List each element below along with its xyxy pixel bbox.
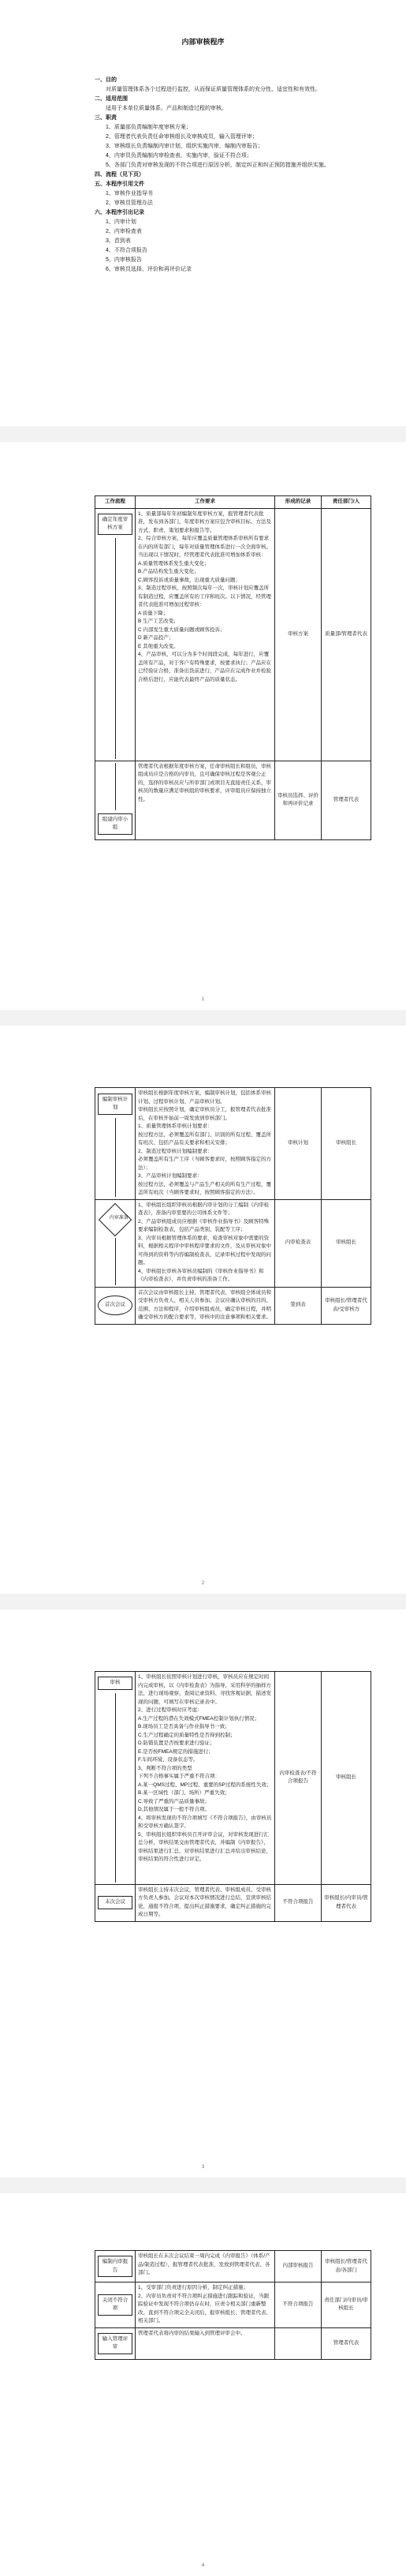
duty-heading: 三、职责 — [95, 115, 117, 121]
header-flow: 工作流程 — [95, 496, 136, 509]
doc-item: 2、审核员管理办法 — [106, 200, 153, 206]
req-line: 按过程方法，必须覆盖与产品生产相关的所有生产过程，覆盖所有班次（当顾客要求时，按照顾客指定的方法）。 — [138, 1181, 271, 1195]
page-5 — [0, 2193, 406, 2576]
responsible-cell: 管理者代表 — [322, 2327, 371, 2359]
req-line: A.生产过程的潜在失效模式FMEA控制计划执行情况； — [138, 1715, 260, 1722]
duty-item: 3、审核组长负责编制内审计划，组织实施内审，编制内审报告； — [106, 144, 263, 149]
req-line: C.导致了严重的产品质量事故； — [138, 1798, 210, 1804]
responsible-cell: 审核组长/管理者代表/受审核方 — [322, 1287, 371, 1324]
req-line: 5、审核组长组织审核员召开评审会议，对审核发现进行汇总分析，审核结果交由管理者代表，并编制《内审报告》，审核结果进行汇总，对审核结果进行汇总并给出审核结论，审核结果的符合性进行评定。 — [138, 1831, 271, 1862]
record-cell: 不符合项报告 — [275, 1884, 322, 1921]
table-row — [95, 2251, 371, 2283]
req-line: B.某一区域性（部门、场所）严重失效； — [138, 1790, 230, 1796]
scope-heading: 二、适用范围 — [95, 96, 128, 102]
docs-heading: 五、本程序引用文件 — [95, 181, 144, 187]
record-cell: 签到表 — [275, 1287, 322, 1324]
req-line: D.其他情况属于一般不符合项。 — [138, 1807, 210, 1812]
requirements-cell — [136, 1088, 275, 1200]
page-number: 4 — [201, 2563, 205, 2568]
procedure-table-part-3 — [95, 1671, 371, 1922]
record-cell: 审核计划 — [275, 1088, 322, 1200]
req-line: A.某一QMS过程、MP过程、重要的SP过程的系统性失效； — [138, 1782, 272, 1788]
record-item: 3、首到表 — [106, 238, 131, 244]
responsible-cell: 审核组长 — [322, 1199, 371, 1287]
req-line: C.生产过程确定的质量特性是否得到控制； — [138, 1732, 236, 1738]
table-row — [95, 761, 371, 839]
flow-step-management-review: 输入管理评审 — [98, 2333, 132, 2354]
record-item: 6、审核员选择、评价和再评价记录 — [106, 267, 192, 272]
flow-cell — [95, 761, 136, 839]
requirements-cell — [136, 508, 275, 761]
flow-step-opening: 首次会议 — [98, 1295, 132, 1315]
page-2 — [0, 442, 406, 1010]
doc-item: 1、审核作业指导书 — [106, 191, 153, 196]
responsible-cell: 审核组长/管理者代表/各部门 — [322, 2251, 371, 2283]
table-row — [95, 508, 371, 761]
record-item: 4、不符合项报告 — [106, 248, 147, 253]
purpose-text: 对质量管理体系各个过程进行监控，从而保证质量管理体系的充分性、适宜性和有效性。 — [106, 87, 321, 92]
flow-step-report: 编制内审报告 — [98, 2256, 132, 2277]
req-line: D.防错装置是否按要求进行验证； — [138, 1740, 215, 1746]
procedure-table-part-1 — [95, 495, 371, 840]
req-line: 1、质量部每年年初编制年度审核方案，报管理者代表批准，发布到各部门，年度审核方案应包含审核目标、方法及方式、职责、策划要求和报告等。 — [138, 510, 271, 533]
req-line: 3、产品审核计划编制要求： — [138, 1173, 203, 1179]
record-cell: 内部审核报告 — [275, 2251, 322, 2283]
req-line: E.是否按FMEA规定的措施进行； — [138, 1748, 214, 1755]
req-line: 2、制造过程审核计划编制要求： — [138, 1148, 213, 1154]
flow-step-team: 组建内审小组 — [98, 813, 132, 835]
req-line: A 质量下降； — [138, 610, 169, 616]
req-line: 必须覆盖所有生产工序（当顾客要求时，按照顾客指定的方法）； — [138, 1157, 271, 1171]
req-line: 3、判断不符合项的类型 — [138, 1765, 192, 1771]
req-line: 2、产品审核组成员应根据《审核作业指导书》及顾客特殊要求编制检查表，包括产品类别、装配等工序； — [138, 1218, 270, 1232]
req-line: E 其他重大改变。 — [138, 643, 179, 649]
flow-cell — [95, 1088, 136, 1200]
requirements-cell: 审核组长在末次会议结束一周内完成《内审报告》（体系/产品/制造过程），报管理者代表批准，发放到管理者代表、各部门。 — [136, 2251, 275, 2283]
requirements-cell — [136, 2283, 275, 2328]
flow-cell — [95, 1884, 136, 1921]
duty-item: 1、质量部负责编制年度审核方案； — [106, 125, 192, 130]
requirements-cell: 首次会议由审核组长主持，管理者代表、审核组全体成员和受审核方负责人、相关人员参加。会议应确认审核的目的、范围、方法和程序，介绍审核组成员，确定审核日程，并明确受审核方的配合要求等，审核中的注意事项和相关要求。 — [136, 1287, 275, 1324]
table-header-row — [95, 496, 371, 509]
table-row — [95, 1088, 371, 1200]
req-line: 按过程方法，必须覆盖所有部门、识别的所有过程、覆盖所有班次、包括产品有关要求和相关安排； — [138, 1131, 271, 1146]
flow-connector — [115, 538, 116, 759]
flow-step-audit-plan: 确定年度审核方案 — [98, 514, 132, 535]
page-1 — [0, 0, 406, 426]
record-cell — [275, 2327, 322, 2359]
responsible-cell: 审核组长 — [322, 1672, 371, 1885]
table-row — [95, 1287, 371, 1324]
record-item: 2、内审检查表 — [106, 229, 142, 234]
flow-cell — [95, 1199, 136, 1287]
scope-text: 适用于本单位质量体系、产品和制造过程的审核。 — [106, 106, 227, 111]
req-line: F.车间环境、设备状态等。 — [138, 1757, 199, 1763]
req-line: 审核组长根据年度审核方案，编制审核计划，包括体系审核计划、过程审核计划、产品审核计划。 — [138, 1090, 271, 1105]
req-line: 1、质量管理体系审核计划要求： — [138, 1123, 213, 1129]
page-number: 2 — [201, 1581, 205, 1586]
record-cell: 不符合项报告 — [275, 2283, 322, 2328]
record-item: 1、内审计划 — [106, 219, 136, 225]
flow-cell — [95, 2327, 136, 2359]
responsible-cell: 质量部/管理者代表 — [322, 508, 371, 761]
responsible-cell: 审核组长/内审员/管理者代表 — [322, 1884, 371, 1921]
req-line: 4、产品审核，可以分为多个时间段完成，每年进行，应覆盖所有产品，对于客户有特殊要求，按要求执行；产品应在已经验证合格，准备出货前进行，产品应在完成作业并检验合格后进行，应能代表最终产品的质量状态。 — [138, 652, 271, 682]
page-number: 1 — [201, 997, 205, 1002]
page-3 — [0, 1026, 406, 1594]
req-line: C 内部发生重大质量问题或顾客投诉； — [138, 626, 225, 633]
page-4 — [0, 1610, 406, 2178]
table-row — [95, 2283, 371, 2328]
duty-item: 5、各部门负责对审核发现的不符合项进行原因分析，制定纠正和纠正预防措施并组织实施。 — [106, 163, 330, 168]
table-row — [95, 1884, 371, 1921]
req-line: C.顾客投诉或质量事故，出现重大质量问题； — [138, 577, 240, 583]
req-line: 1、审核组长依照审核计划进行审核，审核员应在规定时间内完成审核，以《内审检查表》为指导，采用科学的抽样方法，进行现场观察、查阅记录资料、寻找客观证据，描述发现的问题，可填写在审核记录表中。 — [138, 1674, 271, 1705]
req-line: A.质量管理体系发生重大变化； — [138, 560, 210, 566]
req-line: D 新产品投产； — [138, 635, 174, 641]
procedure-table-part-2 — [95, 1087, 371, 1325]
req-line: B 生产工艺改变； — [138, 619, 179, 624]
flow-cell — [95, 508, 136, 761]
record-cell: 审核方案 — [275, 508, 322, 761]
header-requirements: 工作要求 — [136, 496, 275, 509]
procedure-table-part-4 — [95, 2250, 371, 2360]
flow-connector — [115, 763, 116, 810]
document-title: 内部审核程序 — [181, 38, 225, 46]
flow-connector — [115, 1693, 116, 1882]
duty-item: 4、内审员负责编制内审检查表，实施内审，验证不符合项； — [106, 153, 252, 159]
record-item: 5、内审核报告 — [106, 257, 142, 263]
req-line: 3、内审员根据管理体系的要求，检查审核对象中需要的资料，根据相关程序中审核程序要求的文件，及从审核对象中可得到的资料等内容编制检查表，记录审核过程中发现的问题。 — [138, 1235, 271, 1266]
requirements-cell — [136, 1672, 275, 1885]
req-line: 4、审核组长审核各审核员编制的《审核作业指导书》和《内审检查表》，并负责审核的准备工作。 — [138, 1268, 264, 1282]
records-heading: 六、本程序引出记录 — [95, 210, 144, 215]
responsible-cell: 责任部门/内审员/审核组长 — [322, 2283, 371, 2328]
table-row — [95, 1672, 371, 1885]
req-line: 2、综合审核方案，每年应覆盖质量管理体系审核所有要求在内的所有部门，每年对质量管理体系进行一次全面审核。当出现以下情况时，经管理者代表批准可增加体系审核： — [138, 536, 271, 558]
requirements-cell — [136, 1199, 275, 1287]
sections — [95, 76, 355, 275]
flow-step-close-nc: 关闭不符合项 — [98, 2294, 132, 2316]
req-line: 下列不合格事实属于严重不符合项： — [138, 1774, 220, 1779]
flow-cell — [95, 2251, 136, 2283]
table-row — [95, 2327, 371, 2359]
header-responsible: 责任部门/人 — [322, 496, 371, 509]
record-cell: 内审检查表/不符合项报告 — [275, 1672, 322, 1885]
req-line: 2、内审员负责对不符合项纠正措施进行跟踪和验证，当跟踪验证中发现不符合项仍存在时，应责令相关部门重新整改，直到不符合项完全关闭后，报审核组长、管理者代表、相关部门。 — [138, 2293, 271, 2324]
responsible-cell: 审核组长 — [322, 1088, 371, 1200]
flow-cell — [95, 1672, 136, 1885]
responsible-cell: 管理者代表 — [322, 761, 371, 839]
flow-cell — [95, 2283, 136, 2328]
requirements-cell: 管理者代表将内审的结果输入到管理评审会中。 — [136, 2327, 275, 2359]
table-row — [95, 1199, 371, 1287]
flow-step-audit: 审核 — [98, 1677, 132, 1690]
flow-step-prepare — [99, 1202, 132, 1236]
purpose-heading: 一、目的 — [95, 77, 117, 83]
flow-cell — [95, 1287, 136, 1324]
req-line: 2、进行过程审核时应考虑： — [138, 1707, 203, 1713]
duty-item: 2、管理者代表负责任命审核组长及审核成员，输入管理评审； — [106, 134, 258, 140]
flow-connector — [115, 1118, 116, 1197]
req-line: 审核组长应按照计划，确定审核员分工，报管理者代表批准后，在审核开始前一周发放到审核部门。 — [138, 1107, 271, 1121]
requirements-cell: 审核组长主持末次会议，管理者代表、审核组成员、受审核方负责人参加。会议对本次审核情况进行总结，宣读审核结论，通报不符合项，提出纠正措施要求，确定纠正措施的完成日期等。 — [136, 1884, 275, 1921]
req-line: B.现场员工是否具备与作业指导书一致； — [138, 1724, 230, 1729]
flow-step-plan: 编制审核计划 — [98, 1094, 132, 1115]
flow-connector — [115, 1238, 116, 1285]
header-records: 形成的记录 — [275, 496, 322, 509]
record-cell: 内审检查表 — [275, 1199, 322, 1287]
req-line: 4、将审核发现的不符合项填写《不符合项报告》，由审核员和受审核方确认签字。 — [138, 1815, 272, 1829]
req-line: 1、审核组长组织审核员根据内审计划的分工编制《内审检查表》，准备内审需要的公司体系文件等； — [138, 1202, 270, 1216]
req-line: 1、受审部门负责进行原因分析，制定纠正措施； — [138, 2285, 249, 2290]
page-number: 3 — [201, 2165, 205, 2170]
req-line: B.产品结构发生重大变化； — [138, 569, 199, 574]
flow-step-closing: 末次会议 — [98, 1896, 132, 1909]
record-cell: 审核员选择、评价和再评价记录 — [275, 761, 322, 839]
req-line: 3、制造过程审核，按照频次每年一次，审核计划应覆盖所有制造过程，应覆盖所有的工序和班次。以下情况，经管理者代表批准可增加过程审核： — [138, 585, 271, 608]
requirements-cell: 管理者代表根据年度审核方案，任命审核组长和组员，审核组成员应是合格的内审员，且可确保审核过程是客观公正的，选择的审核员应与所审部门或项目无直接责任关系，审核员的数量应满足审核组的审核要求，评审组员应保持独立性。 — [136, 761, 275, 839]
flow-step-prepare-label: 内审准备 — [109, 1215, 129, 1221]
flow-heading: 四、流程（见下页） — [95, 172, 144, 178]
